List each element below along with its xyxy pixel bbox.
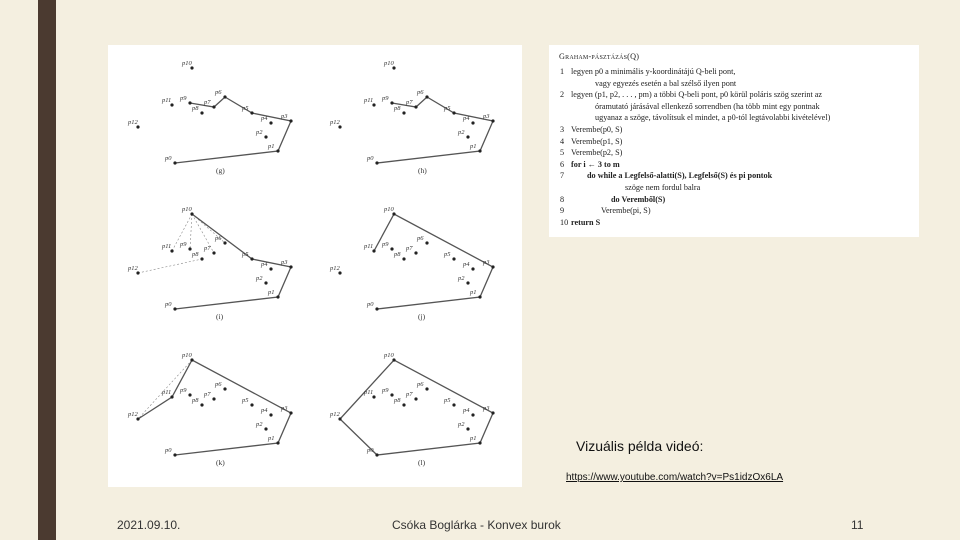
point-label: p12 [128, 119, 138, 126]
video-caption: Vizuális példa videó: [576, 438, 704, 454]
point-label: p7 [406, 391, 413, 398]
pseudocode-line-text: return S [571, 217, 601, 227]
point-label: p5 [242, 251, 249, 258]
point-p0 [173, 161, 176, 164]
panel-1 [329, 60, 495, 175]
point-label: p8 [394, 105, 401, 112]
footer-author: Csóka Boglárka - Konvex burok [392, 518, 561, 532]
left-accent-bar [38, 0, 56, 540]
point-p2 [264, 281, 267, 284]
pseudocode-box [549, 45, 919, 237]
point-label: p10 [384, 60, 394, 67]
pseudocode-title: Graham-pásztázás(Q) [559, 52, 640, 61]
point-p2 [264, 427, 267, 430]
point-p4 [269, 413, 272, 416]
point-p1 [276, 149, 279, 152]
point-label: p8 [192, 397, 199, 404]
point-label: p5 [444, 251, 451, 258]
point-label: p10 [384, 206, 394, 213]
pseudocode-line-number: 2 [560, 90, 565, 100]
point-p3 [289, 265, 292, 268]
point-p9 [390, 247, 393, 250]
point-label: p7 [204, 245, 211, 252]
point-label: p0 [367, 447, 374, 454]
point-p7 [212, 251, 215, 254]
point-p7 [414, 105, 417, 108]
pseudocode-line-text: Verembe(p2, S) [571, 148, 623, 158]
point-p9 [188, 247, 191, 250]
point-label: p12 [330, 265, 340, 272]
point-p6 [425, 241, 428, 244]
pseudocode-line-text: szöge nem fordul balra [625, 183, 701, 192]
point-p5 [452, 257, 455, 260]
point-label: p10 [182, 352, 192, 359]
panel-3 [329, 206, 495, 321]
panel-4 [127, 352, 293, 467]
point-p0 [375, 161, 378, 164]
point-label: p2 [256, 275, 263, 282]
point-label: p9 [382, 95, 389, 102]
pseudocode-line-number: 1 [560, 67, 565, 76]
point-label: p7 [406, 245, 413, 252]
point-p2 [466, 427, 469, 430]
point-label: p6 [215, 381, 222, 388]
point-label: p12 [330, 411, 340, 418]
point-p9 [188, 393, 191, 396]
point-label: p5 [444, 397, 451, 404]
pseudocode-line-number: 8 [560, 194, 565, 204]
point-label: p1 [470, 289, 477, 296]
point-p5 [250, 111, 253, 114]
pseudocode-line-number: 9 [560, 206, 565, 216]
point-label: p10 [182, 60, 192, 67]
point-p3 [289, 119, 292, 122]
point-p3 [491, 411, 494, 414]
point-p3 [491, 265, 494, 268]
pseudocode-line-text: Verembe(pi, S) [601, 206, 651, 216]
graham-scan-panels [108, 45, 522, 487]
point-label: p11 [364, 243, 374, 250]
point-label: p5 [242, 397, 249, 404]
point-p0 [173, 307, 176, 310]
point-p4 [269, 121, 272, 124]
footer-page-number: 11 [851, 518, 864, 532]
point-label: p9 [180, 241, 187, 248]
point-p1 [276, 441, 279, 444]
point-label: p4 [261, 115, 268, 122]
point-p1 [276, 295, 279, 298]
point-label: p3 [483, 405, 490, 412]
pseudocode-line-text: óramutató járásával ellenkező sorrendben (ha több mint egy pontnak [595, 101, 820, 111]
panel-label: (k) [216, 458, 225, 467]
point-p8 [200, 403, 203, 406]
pseudocode-line-number: 3 [560, 125, 565, 134]
pseudocode-line-text: Verembe(p1, S) [571, 136, 623, 146]
point-label: p4 [463, 407, 470, 414]
ray-line [190, 214, 192, 249]
point-p6 [223, 387, 226, 390]
point-label: p12 [128, 265, 138, 272]
point-p4 [471, 413, 474, 416]
point-label: p12 [330, 119, 340, 126]
point-label: p8 [192, 105, 199, 112]
pseudocode-line-number: 7 [560, 171, 565, 181]
point-label: p3 [281, 259, 288, 266]
point-label: p2 [256, 129, 263, 136]
point-p6 [425, 95, 428, 98]
point-label: p8 [394, 251, 401, 258]
point-p7 [414, 251, 417, 254]
point-label: p2 [458, 421, 465, 428]
point-label: p2 [458, 129, 465, 136]
point-label: p3 [483, 113, 490, 120]
pseudocode-line-number: 10 [560, 217, 569, 227]
point-label: p0 [367, 301, 374, 308]
pseudocode-line-text: ugyanaz a szöge, távolítsuk el mindet, a p0-tól legtávolabbi kivételével) [595, 113, 831, 123]
point-label: p11 [162, 389, 172, 396]
point-label: p5 [242, 105, 249, 112]
point-label: p4 [463, 115, 470, 122]
pseudocode-line-text: for i ← 3 to m [571, 159, 620, 169]
panel-2 [127, 206, 293, 321]
point-p1 [478, 149, 481, 152]
point-p6 [223, 95, 226, 98]
point-label: p6 [417, 381, 424, 388]
point-label: p8 [394, 397, 401, 404]
point-label: p6 [215, 89, 222, 96]
point-p6 [223, 241, 226, 244]
point-label: p2 [458, 275, 465, 282]
pseudocode-line-text: legyen (p1, p2, . . . , pm) a többi Q-beli pont, p0 körül poláris szög szerint az [571, 90, 823, 100]
point-label: p5 [444, 105, 451, 112]
point-label: p11 [162, 97, 172, 104]
point-label: p7 [204, 99, 211, 106]
point-label: p0 [165, 155, 172, 162]
point-p5 [250, 257, 253, 260]
point-label: p1 [470, 435, 477, 442]
point-label: p1 [268, 435, 275, 442]
point-label: p9 [180, 387, 187, 394]
point-label: p12 [128, 411, 138, 418]
point-label: p11 [162, 243, 172, 250]
point-p0 [173, 453, 176, 456]
panel-label: (j) [418, 312, 426, 321]
point-p6 [425, 387, 428, 390]
point-p9 [390, 393, 393, 396]
point-p5 [452, 403, 455, 406]
point-p2 [264, 135, 267, 138]
point-label: p1 [268, 143, 275, 150]
ray-line [138, 259, 202, 273]
point-label: p0 [165, 301, 172, 308]
point-p5 [250, 403, 253, 406]
point-label: p6 [215, 235, 222, 242]
point-p8 [200, 111, 203, 114]
point-label: p9 [382, 241, 389, 248]
point-p4 [269, 267, 272, 270]
point-p4 [471, 121, 474, 124]
pseudocode-line-number: 4 [560, 136, 565, 146]
pseudocode-line-text: legyen p0 a minimális y-koordinátájú Q-beli pont, [571, 67, 736, 76]
point-label: p11 [364, 97, 374, 104]
point-label: p8 [192, 251, 199, 258]
point-p5 [452, 111, 455, 114]
pseudocode-line-text: vagy egyezés esetén a bal szélső ilyen pont [595, 78, 737, 88]
point-p9 [188, 101, 191, 104]
point-label: p2 [256, 421, 263, 428]
panel-label: (l) [418, 458, 426, 467]
point-label: p1 [268, 289, 275, 296]
point-label: p3 [483, 259, 490, 266]
footer-date: 2021.09.10. [117, 518, 181, 532]
point-p0 [375, 307, 378, 310]
point-label: p10 [384, 352, 394, 359]
point-p2 [466, 281, 469, 284]
point-p9 [390, 101, 393, 104]
point-p8 [402, 111, 405, 114]
point-label: p9 [382, 387, 389, 394]
point-p7 [414, 397, 417, 400]
pseudocode-line-text: do Veremből(S) [611, 194, 666, 204]
panel-label: (g) [216, 166, 225, 175]
point-label: p10 [182, 206, 192, 213]
panel-0 [127, 60, 293, 175]
pseudocode-line-number: 5 [560, 148, 565, 158]
point-p3 [491, 119, 494, 122]
point-p1 [478, 441, 481, 444]
pseudocode-line-text: Verembe(p0, S) [571, 125, 623, 134]
point-p4 [471, 267, 474, 270]
point-label: p4 [261, 407, 268, 414]
point-label: p0 [165, 447, 172, 454]
pseudocode-line-text: do while a Legfelső-alatti(S), Legfelső(S) és pi pontok [587, 171, 773, 181]
point-label: p9 [180, 95, 187, 102]
panel-label: (h) [418, 166, 427, 175]
point-p7 [212, 397, 215, 400]
point-label: p4 [463, 261, 470, 268]
panel-label: (i) [216, 312, 224, 321]
point-p8 [200, 257, 203, 260]
point-p8 [402, 257, 405, 260]
point-label: p3 [281, 405, 288, 412]
point-label: p7 [406, 99, 413, 106]
graham-scan-figure [108, 45, 522, 487]
point-p1 [478, 295, 481, 298]
point-p7 [212, 105, 215, 108]
video-link[interactable]: https://www.youtube.com/watch?v=Ps1idzOx6LA [566, 472, 784, 483]
point-label: p6 [417, 235, 424, 242]
point-label: p1 [470, 143, 477, 150]
pseudocode-line-number: 6 [560, 159, 565, 169]
point-label: p11 [364, 389, 374, 396]
panel-5 [329, 352, 495, 467]
point-p2 [466, 135, 469, 138]
point-label: p6 [417, 89, 424, 96]
point-label: p3 [281, 113, 288, 120]
point-label: p4 [261, 261, 268, 268]
point-p8 [402, 403, 405, 406]
point-label: p0 [367, 155, 374, 162]
ray-line [192, 214, 214, 253]
point-p0 [375, 453, 378, 456]
point-label: p7 [204, 391, 211, 398]
point-p3 [289, 411, 292, 414]
